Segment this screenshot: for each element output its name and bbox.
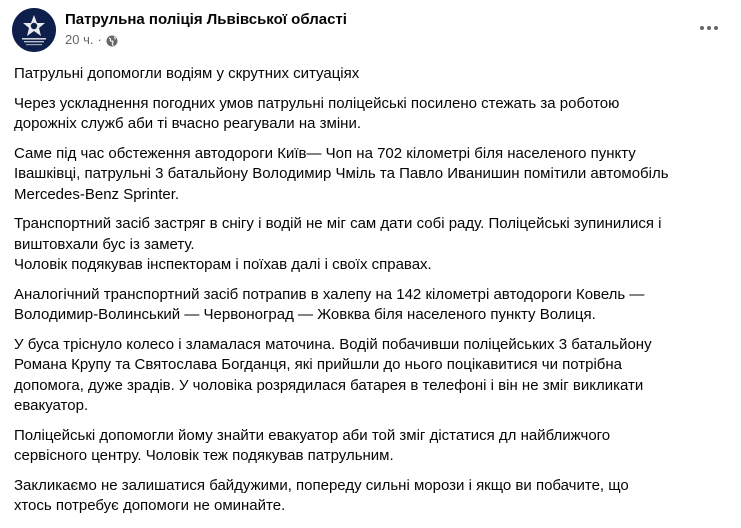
post-text-line: У буса тріснуло колесо і зламалася маточина. Водій побачивши поліцейських 3 батальйону xyxy=(14,335,652,353)
post-text-line: допомога, дуже зрадів. У чоловіка розрядилася батарея в телефоні і він не зміг викликати xyxy=(14,376,644,394)
post-text-line: Романа Крупу та Святослава Богданця, які прийшли до нього поцікавитися чи потрібна xyxy=(14,356,623,373)
post-paragraph xyxy=(14,335,726,417)
post-text-line: хтось потребує допомоги не оминайте. xyxy=(14,497,286,514)
post-text-line: Чоловік подякував інспекторам і поїхав далі і своїх справах. xyxy=(14,256,432,273)
post-text-line: Володимир-Волинський — Червоноград — Жовква біля населеного пункту Волиця. xyxy=(14,306,596,323)
post-text xyxy=(14,64,726,526)
post-text-line: Івашківці, патрульні 3 батальйону Володимир Чміль та Павло Иванишин помітили автомобіль xyxy=(14,165,669,182)
post-text-line: Транспортний засіб застряг в снігу і водій не міг сам дати собі раду. Поліцейські зупинилися і xyxy=(14,215,662,232)
post-timestamp[interactable]: 20 ч. xyxy=(65,32,94,47)
post-text-line: Через ускладнення погодних умов патрульні поліцейські посилено стежать за роботою xyxy=(14,94,620,112)
post-paragraph xyxy=(14,426,726,467)
post-header xyxy=(12,8,729,56)
post-text-line: Аналогічний транспортний засіб потрапив в халепу на 142 кілометрі автодороги Ковель — xyxy=(14,285,645,303)
post-paragraph xyxy=(14,285,726,326)
post-paragraph xyxy=(14,144,726,206)
post-text-line: сервісного центру. Чоловік теж подякував патрульним. xyxy=(14,447,394,464)
more-options-dot xyxy=(707,26,711,30)
post-meta xyxy=(65,31,118,49)
meta-separator: · xyxy=(97,32,102,47)
post-text-line: Саме під час обстеження автодороги Київ— Чоп на 702 кілометрі біля населеного пункту xyxy=(14,144,636,162)
more-options-button[interactable] xyxy=(695,18,723,38)
globe-icon xyxy=(106,34,118,46)
post-paragraph xyxy=(14,476,726,517)
post-text-line: Поліцейські допомогли йому знайти евакуатор аби той зміг дістатися дл найближчого xyxy=(14,426,611,444)
post-text-line: Патрульні допомогли водіям у скрутних ситуаціях xyxy=(14,65,360,82)
more-options-dot xyxy=(700,26,704,30)
avatar[interactable] xyxy=(12,8,56,52)
page-name-link[interactable]: Патрульна поліція Львівської області xyxy=(65,11,347,28)
post-paragraph xyxy=(14,94,726,135)
police-emblem-icon xyxy=(12,8,56,52)
post-text-line: Закликаємо не залишатися байдужими, попереду сильні морози і якщо ви побачите, що xyxy=(14,476,629,494)
post-text-line: виштовхали бус із замету. xyxy=(14,235,195,253)
post-paragraph xyxy=(14,64,726,85)
post-text-line: дорожніх служб аби ті вчасно реагували на зміни. xyxy=(14,115,361,132)
post-paragraph xyxy=(14,214,726,276)
more-options-dot xyxy=(714,26,718,30)
post-text-line: евакуатор. xyxy=(14,397,89,414)
post-text-line: Mercedes-Benz Sprinter. xyxy=(14,185,180,203)
